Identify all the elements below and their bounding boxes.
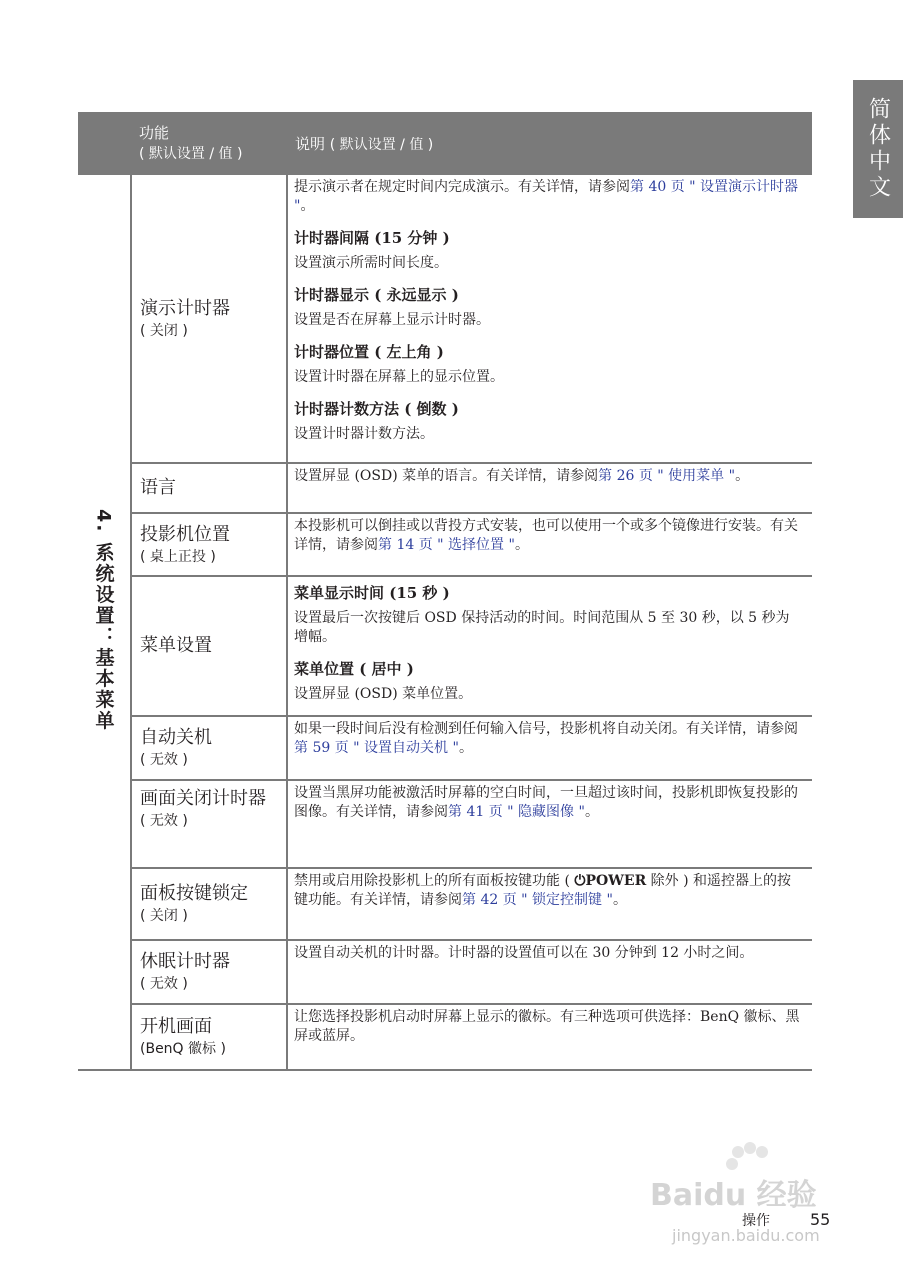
power-icon: ⏻ [574, 873, 586, 889]
function-default: ( 无效 ) [140, 752, 188, 768]
function-header: 功能 ( 默认设置 / 值 ) [131, 112, 287, 175]
description-header: 说明 ( 默认设置 / 值 ) [287, 112, 812, 175]
function-default: ( 无效 ) [140, 813, 188, 829]
watermark-url: jingyan.baidu.com [672, 1226, 820, 1245]
function-cell [131, 716, 287, 780]
sub-setting-title: 菜单显示时间 (15 秒 ) [294, 584, 450, 602]
description-cell: 让您选择投影机启动时屏幕上显示的徽标。有三种选项可供选择：BenQ 徽标、黑屏或蓝屏。 [287, 1004, 812, 1070]
function-name: 画面关闭计时器 [140, 788, 266, 809]
sub-setting-title: 计时器显示 ( 永远显示 ) [294, 286, 459, 304]
table-row [78, 175, 812, 463]
function-name: 自动关机 [140, 727, 212, 748]
sub-setting-title: 菜单位置 ( 居中 ) [294, 660, 414, 678]
function-name: 投影机位置 [140, 523, 230, 545]
function-cell [131, 513, 287, 576]
table-header-row [78, 112, 812, 175]
sub-setting-desc: 设置计时器计数方法。 [294, 426, 434, 442]
function-cell [131, 175, 287, 463]
function-name: 面板按键锁定 [140, 883, 248, 904]
table-row [78, 1004, 812, 1070]
page-reference-link[interactable]: 第 14 页 " 选择位置 " [378, 537, 515, 553]
sub-setting-desc: 设置计时器在屏幕上的显示位置。 [294, 369, 504, 385]
page-reference-link[interactable]: 第 26 页 " 使用菜单 " [598, 468, 736, 484]
sub-setting-title: 计时器计数方法 ( 倒数 ) [294, 400, 459, 418]
page-reference-link[interactable]: 第 59 页 " 设置自动关机 " [294, 740, 459, 756]
function-default: ( 关闭 ) [140, 908, 188, 924]
description-cell: 设置自动关机的计时器。计时器的设置值可以在 30 分钟到 12 小时之间。 [287, 940, 812, 1004]
function-name: 菜单设置 [140, 635, 212, 656]
table-row [78, 513, 812, 576]
function-cell [131, 940, 287, 1004]
function-cell [131, 868, 287, 940]
sub-setting-desc: 设置最后一次按键后 OSD 保持活动的时间。时间范围从 5 至 30 秒，以 5 秒为增幅。 [294, 610, 790, 645]
function-cell [131, 463, 287, 513]
category-cell [78, 175, 131, 1070]
description-cell [287, 576, 812, 716]
function-cell [131, 1004, 287, 1070]
settings-table [78, 112, 812, 1071]
power-label: POWER [585, 873, 647, 889]
table-row [78, 940, 812, 1004]
sub-setting-title: 计时器间隔 (15 分钟 ) [294, 229, 450, 247]
function-name: 演示计时器 [140, 297, 230, 319]
page-reference-link[interactable]: 第 41 页 " 隐藏图像 " [448, 804, 585, 820]
description-cell: 如果一段时间后没有检测到任何输入信号，投影机将自动关闭。有关详情，请参阅第 59 页 " 设置自动关机 "。 [287, 716, 812, 780]
function-name: 开机画面 [140, 1016, 212, 1037]
page-reference-link[interactable]: 第 42 页 " 锁定控制键 " [462, 892, 613, 908]
footer-section: 操作 [742, 1213, 770, 1229]
table-row [78, 576, 812, 716]
function-default: (BenQ 徽标 ) [140, 1041, 226, 1057]
description-cell [287, 175, 812, 463]
description-cell: 设置屏显 (OSD) 菜单的语言。有关详情，请参阅第 26 页 " 使用菜单 "。 [287, 463, 812, 513]
function-name: 语言 [140, 477, 176, 498]
function-name: 休眠计时器 [140, 951, 230, 972]
watermark-brand: Baidu 经验 [650, 1178, 817, 1213]
description-cell: 设置当黑屏功能被激活时屏幕的空白时间，一旦超过该时间，投影机即恢复投影的图像。有关详情，请参阅第 41 页 " 隐藏图像 "。 [287, 780, 812, 868]
function-default: ( 桌上正投 ) [140, 548, 216, 565]
description-cell: 禁用或启用除投影机上的所有面板按键功能 ( ⏻POWER 除外 ) 和遥控器上的按键功能。有关详情，请参阅第 42 页 " 锁定控制键 "。 [287, 868, 812, 940]
function-default: ( 关闭 ) [140, 322, 188, 339]
table-row [78, 716, 812, 780]
page-number: 55 [810, 1210, 831, 1229]
function-cell [131, 780, 287, 868]
sub-setting-desc: 设置屏显 (OSD) 菜单位置。 [294, 686, 473, 702]
page-reference-link[interactable]: 第 40 页 " 设置演示计时器 " [294, 179, 799, 214]
sub-setting-title: 计时器位置 ( 左上角 ) [294, 343, 444, 361]
language-side-tab[interactable]: 简体中文 [853, 80, 903, 218]
sub-setting-desc: 设置演示所需时间长度。 [294, 255, 448, 271]
description-cell: 本投影机可以倒挂或以背投方式安装，也可以使用一个或多个镜像进行安装。有关详情，请参阅第 14 页 " 选择位置 "。 [287, 513, 812, 576]
function-cell [131, 576, 287, 716]
table-row [78, 868, 812, 940]
category-header [78, 112, 131, 175]
function-default: ( 无效 ) [140, 976, 188, 992]
category-label: 4. 系统设置：基本菜单 [92, 508, 115, 732]
description-intro: 提示演示者在规定时间内完成演示。有关详情，请参阅第 40 页 " 设置演示计时器 "。 [294, 179, 799, 214]
sub-setting-desc: 设置是否在屏幕上显示计时器。 [294, 312, 490, 328]
table-row [78, 780, 812, 868]
table-row [78, 463, 812, 513]
